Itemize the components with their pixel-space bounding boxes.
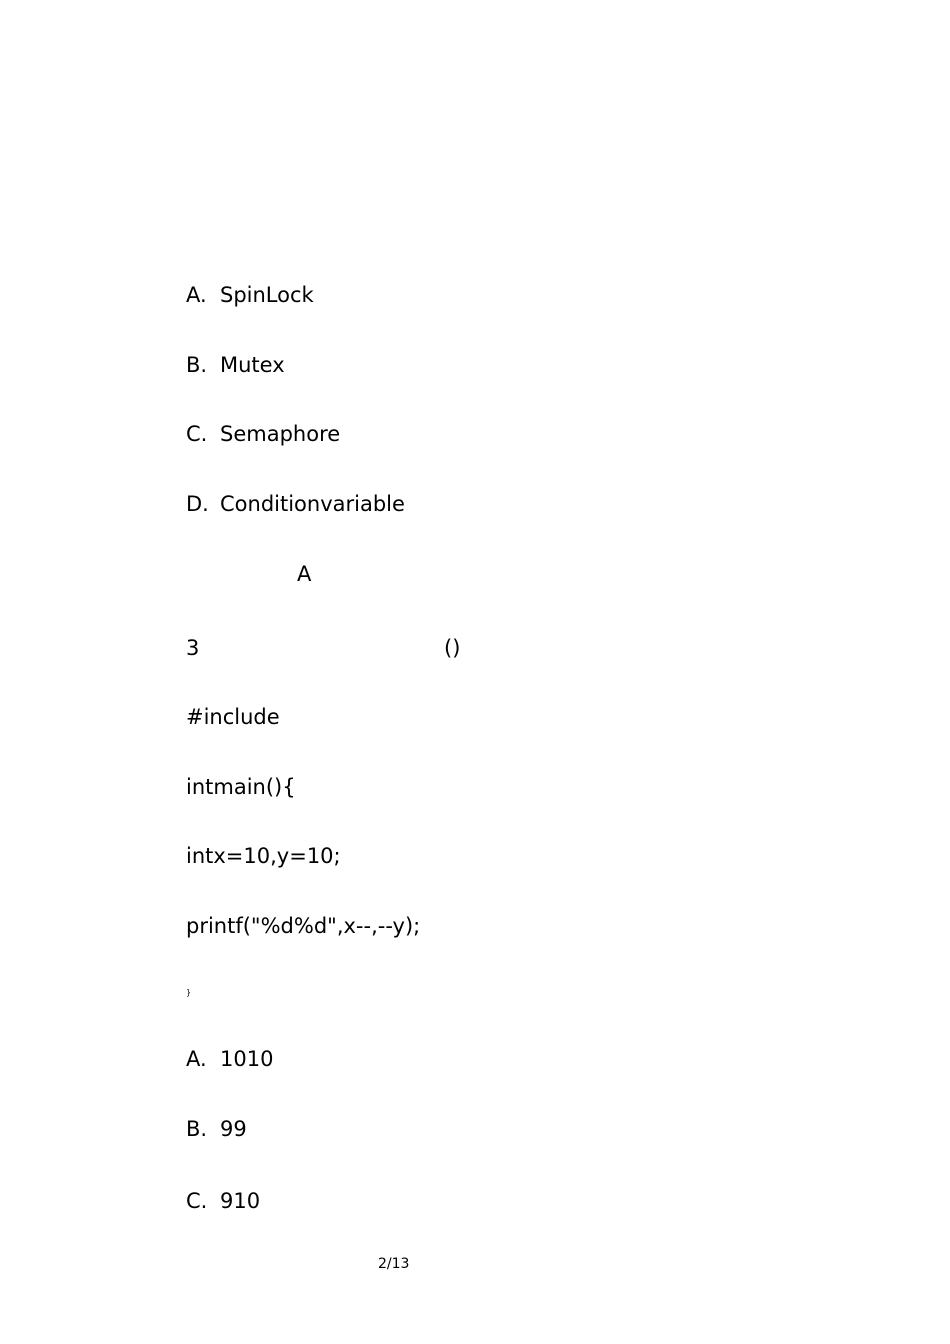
option-c bbox=[186, 1188, 260, 1214]
option-letter: D. bbox=[186, 492, 209, 516]
option-text: Conditionvariable bbox=[220, 492, 405, 516]
option-text: 1010 bbox=[220, 1047, 274, 1071]
option-a bbox=[186, 282, 314, 308]
code-line: printf("%d%d",x--,--y); bbox=[186, 914, 421, 938]
answer-value: A bbox=[297, 562, 312, 586]
option-a bbox=[186, 1046, 273, 1072]
option-d bbox=[186, 491, 405, 517]
answer-blank: () bbox=[444, 636, 461, 660]
option-letter: C. bbox=[186, 422, 208, 446]
code-line: intmain(){ bbox=[186, 775, 296, 799]
option-text: Semaphore bbox=[220, 422, 341, 446]
option-letter: C. bbox=[186, 1189, 208, 1213]
code-closing-brace: } bbox=[186, 988, 192, 997]
option-letter: B. bbox=[186, 353, 208, 377]
option-text: 910 bbox=[220, 1189, 261, 1213]
option-letter: A. bbox=[186, 1047, 207, 1071]
question-number: 3 bbox=[186, 636, 200, 660]
option-b bbox=[186, 1116, 247, 1142]
page-number: 2/13 bbox=[378, 1256, 410, 1272]
option-letter: B. bbox=[186, 1117, 208, 1141]
code-line: intx=10,y=10; bbox=[186, 844, 341, 868]
option-text: 99 bbox=[220, 1117, 247, 1141]
option-text: Mutex bbox=[220, 353, 285, 377]
option-c bbox=[186, 421, 340, 447]
option-b bbox=[186, 352, 285, 378]
option-text: SpinLock bbox=[220, 283, 314, 307]
option-letter: A. bbox=[186, 283, 207, 307]
code-line: #include bbox=[186, 705, 280, 729]
